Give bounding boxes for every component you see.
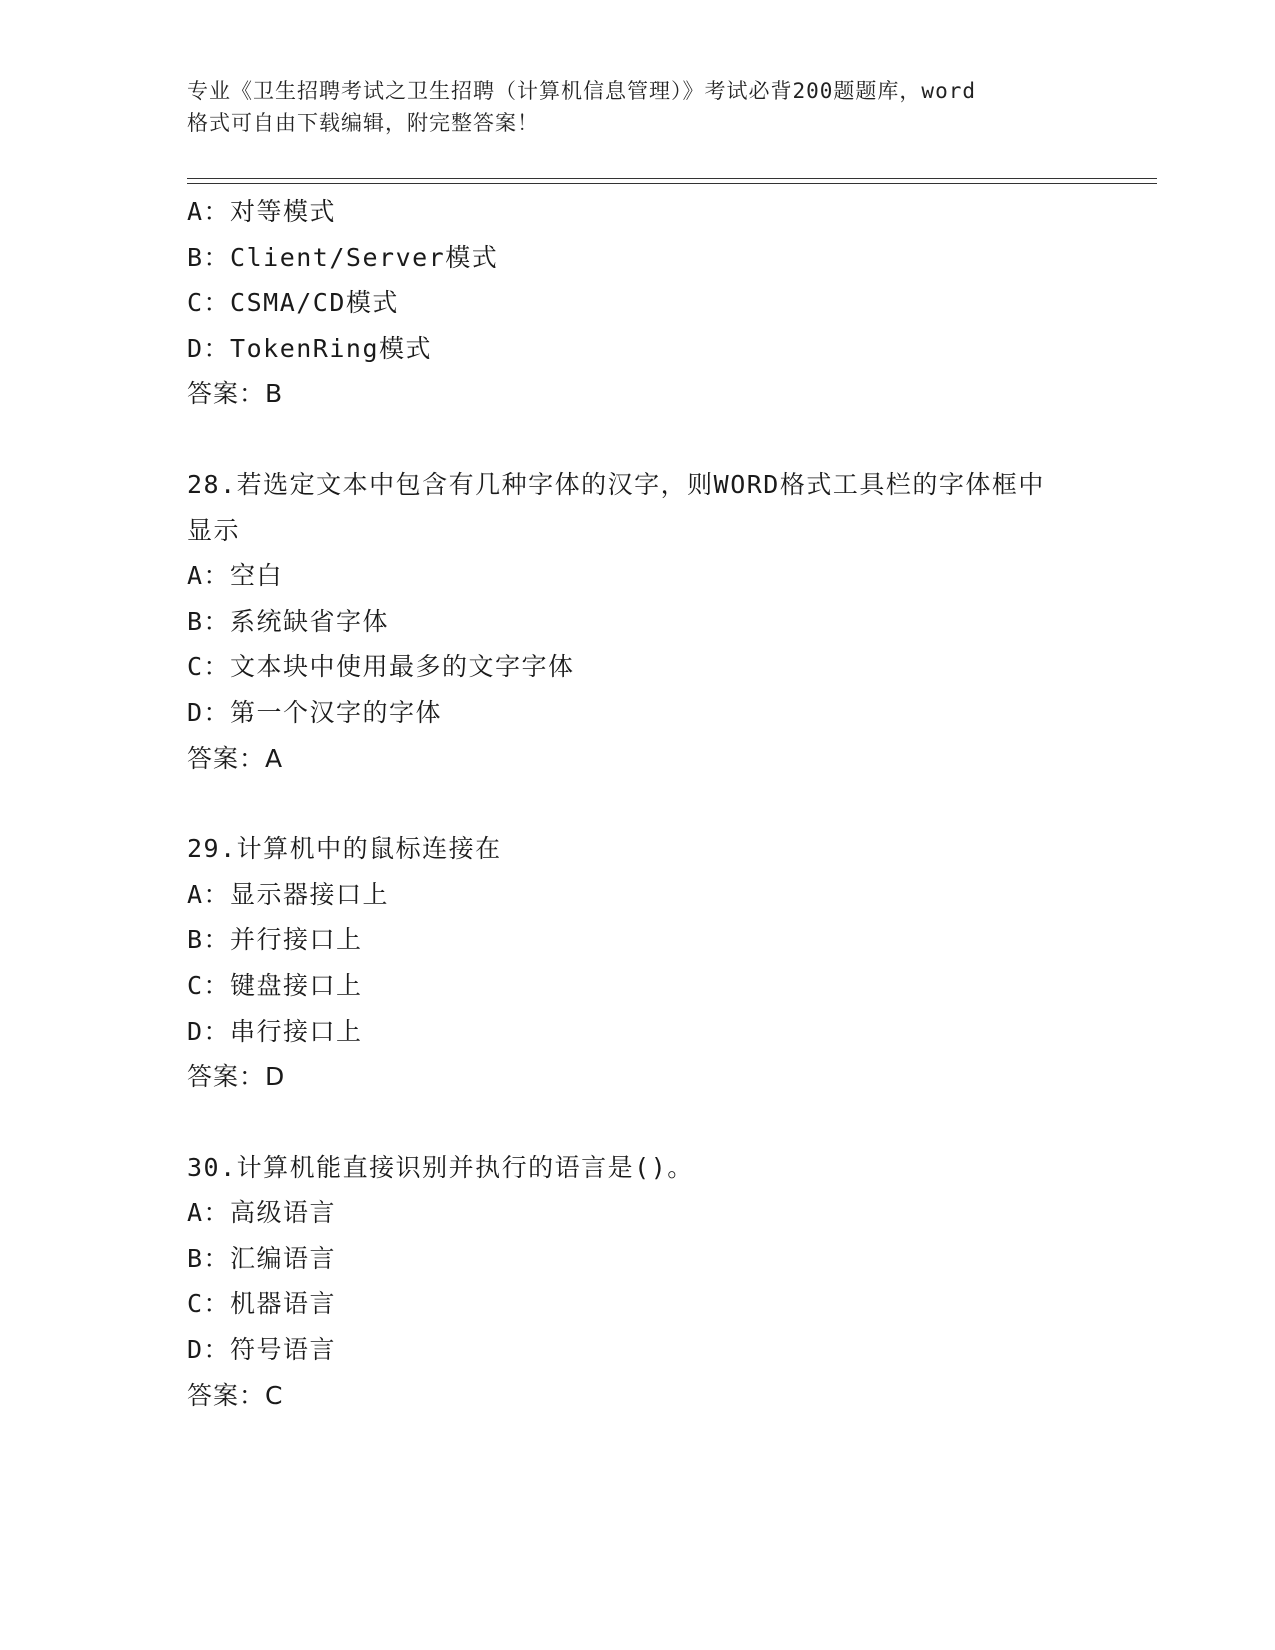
header-line-2: 格式可自由下载编辑，附完整答案！ bbox=[187, 111, 539, 135]
question-list bbox=[187, 189, 1087, 1463]
option-b: B：并行接口上 bbox=[187, 925, 363, 955]
option-d: D：第一个汉字的字体 bbox=[187, 697, 443, 727]
question-text: 28.若选定文本中包含有几种字体的汉字，则WORD格式工具栏的字体框中显示 bbox=[187, 469, 1045, 545]
answer-line: 答案：D bbox=[187, 1062, 286, 1092]
answer-line: 答案：B bbox=[187, 379, 284, 409]
option-d: D：串行接口上 bbox=[187, 1016, 363, 1046]
option-a: A：高级语言 bbox=[187, 1198, 337, 1228]
question-text: 30.计算机能直接识别并执行的语言是()。 bbox=[187, 1152, 694, 1182]
option-c: C：键盘接口上 bbox=[187, 970, 363, 1000]
option-c: C：文本块中使用最多的文字字体 bbox=[187, 652, 575, 682]
option-b: B：系统缺省字体 bbox=[187, 606, 390, 636]
option-b: B：Client/Server模式 bbox=[187, 242, 499, 272]
option-a: A：空白 bbox=[187, 561, 284, 591]
option-c: C：机器语言 bbox=[187, 1289, 337, 1319]
question-block-30 bbox=[187, 1145, 1087, 1419]
question-block-28 bbox=[187, 462, 1087, 781]
question-text: 29.计算机中的鼠标连接在 bbox=[187, 834, 502, 864]
document-header bbox=[187, 75, 1087, 139]
header-line-1: 专业《卫生招聘考试之卫生招聘（计算机信息管理）》考试必背200题题库，word bbox=[187, 79, 976, 103]
header-divider-bottom bbox=[187, 183, 1157, 184]
option-a: A：显示器接口上 bbox=[187, 879, 390, 909]
answer-line: 答案：C bbox=[187, 1380, 284, 1410]
question-block-29 bbox=[187, 826, 1087, 1100]
option-b: B：汇编语言 bbox=[187, 1243, 337, 1273]
option-d: D：符号语言 bbox=[187, 1335, 337, 1365]
question-block-partial bbox=[187, 189, 1087, 417]
answer-line: 答案：A bbox=[187, 743, 284, 773]
header-divider-top bbox=[187, 178, 1157, 179]
option-a: A：对等模式 bbox=[187, 197, 337, 226]
option-c: C：CSMA/CD模式 bbox=[187, 288, 399, 318]
option-d: D：TokenRing模式 bbox=[187, 333, 433, 363]
